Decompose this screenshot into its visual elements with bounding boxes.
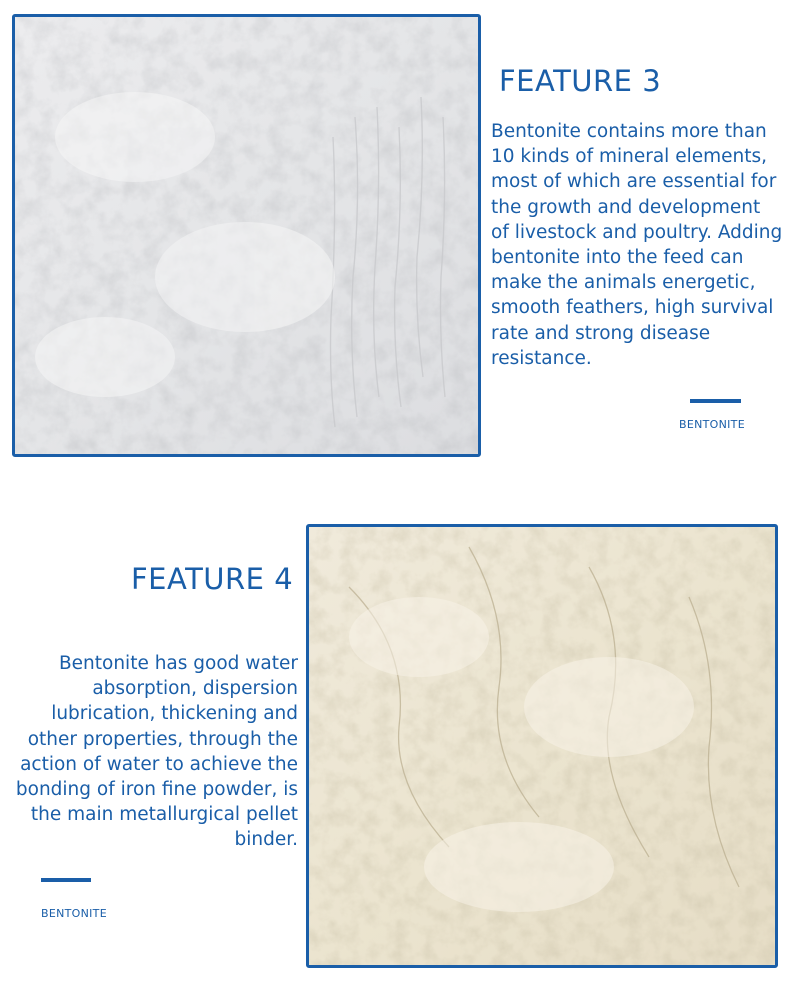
feature-4-divider [41, 878, 91, 882]
feature-3-divider [690, 399, 741, 403]
feature-4-heading: FEATURE 4 [131, 562, 294, 596]
gray-bentonite-powder-photo [12, 14, 481, 457]
feature-3-heading: FEATURE 3 [499, 64, 662, 98]
feature-3-description: Bentonite contains more than 10 kinds of mineral elements, most of which are essential for the growth and development of livestock and poultry. Adding bentonite into the feed can make the animals energetic, smooth feathers, high survival rate and strong disease resistance. [491, 121, 783, 369]
cream-bentonite-powder-photo [306, 524, 778, 968]
feature-4-description: Bentonite has good water absorption, dispersion lubrication, thickening and other properties, through the action of water to achieve the bonding of iron fine powder, is the main metallurgical pellet binder. [15, 653, 298, 851]
feature-3-product-tag: BENTONITE [679, 418, 745, 431]
feature-4-product-tag: BENTONITE [41, 907, 107, 920]
